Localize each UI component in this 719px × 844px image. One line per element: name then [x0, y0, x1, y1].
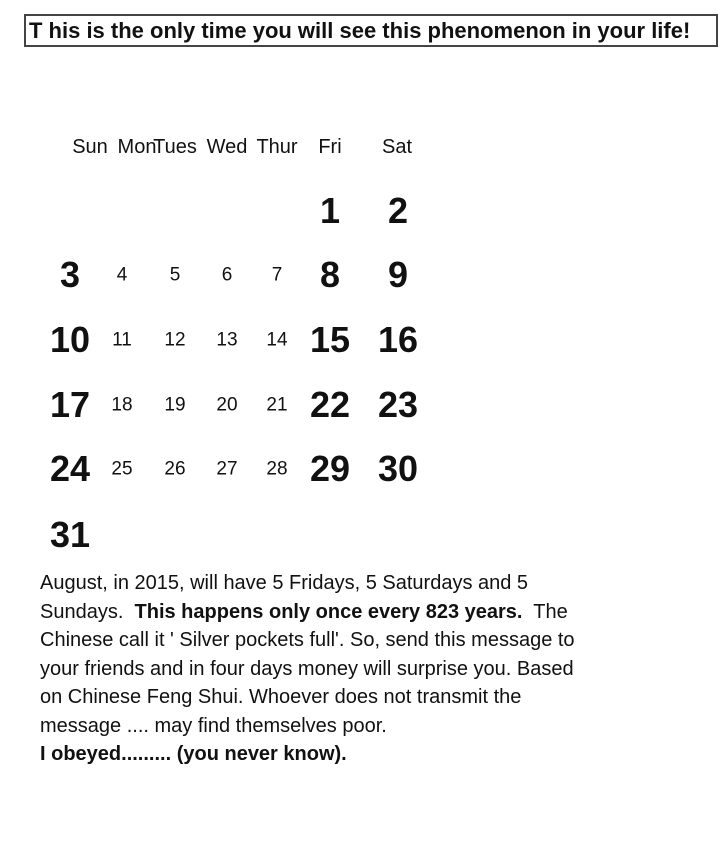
calendar-day: 18	[111, 394, 133, 416]
headline-banner: T his is the only time you will see this phenomenon in your life!	[24, 14, 718, 47]
calendar-day: 14	[266, 329, 288, 351]
weekday-header-fri: Fri	[318, 136, 342, 158]
message-text-2: The Chinese call it ' Silver pockets full'. So, send this message to your friends and in four days money will surprise you. Based on Chinese Feng Shui. Whoever does not transmit the message .... may find themselves poor.	[40, 600, 575, 737]
message-text-emphasis: This happens only once every 823 years.	[134, 600, 523, 623]
weekday-header-mon: Mon	[117, 136, 157, 158]
calendar-day: 13	[216, 329, 238, 351]
calendar-day: 2	[387, 190, 409, 231]
calendar-day: 15	[309, 319, 351, 360]
calendar-day: 29	[309, 448, 351, 489]
calendar-day: 12	[164, 329, 186, 351]
calendar-day: 17	[49, 384, 91, 425]
calendar-day: 22	[309, 384, 351, 425]
calendar-day: 27	[216, 458, 238, 480]
calendar-day: 24	[49, 448, 91, 489]
calendar-day: 23	[377, 384, 419, 425]
calendar-day: 1	[319, 190, 341, 231]
calendar-day: 20	[216, 394, 238, 416]
calendar-day: 5	[169, 264, 181, 286]
calendar-day: 9	[387, 254, 409, 295]
calendar-day: 30	[377, 448, 419, 489]
weekday-header-sat: Sat	[381, 136, 413, 158]
calendar-day: 3	[59, 254, 81, 295]
calendar-day: 21	[266, 394, 288, 416]
calendar-day: 31	[49, 514, 91, 555]
message-paragraph	[40, 569, 600, 740]
calendar-day: 4	[116, 264, 128, 286]
message-body	[40, 569, 600, 769]
calendar-day: 8	[319, 254, 341, 295]
calendar-day: 6	[221, 264, 233, 286]
calendar-day: 16	[377, 319, 419, 360]
weekday-header-thur: Thur	[256, 136, 298, 158]
weekday-header-sun: Sun	[72, 136, 108, 158]
calendar-day: 10	[49, 319, 91, 360]
calendar-day: 28	[266, 458, 288, 480]
calendar-day: 25	[111, 458, 133, 480]
calendar-day: 26	[164, 458, 186, 480]
calendar-day: 19	[164, 394, 186, 416]
weekday-header-wed: Wed	[206, 136, 248, 158]
message-closing: I obeyed......... (you never know).	[40, 743, 347, 765]
calendar-day: 11	[112, 329, 132, 351]
weekday-header-tues: Tues	[153, 136, 197, 158]
message-text-1: August, in 2015, will have 5 Fridays, 5 Saturdays and 5 Sundays.	[40, 572, 529, 623]
calendar-day: 7	[271, 264, 283, 286]
